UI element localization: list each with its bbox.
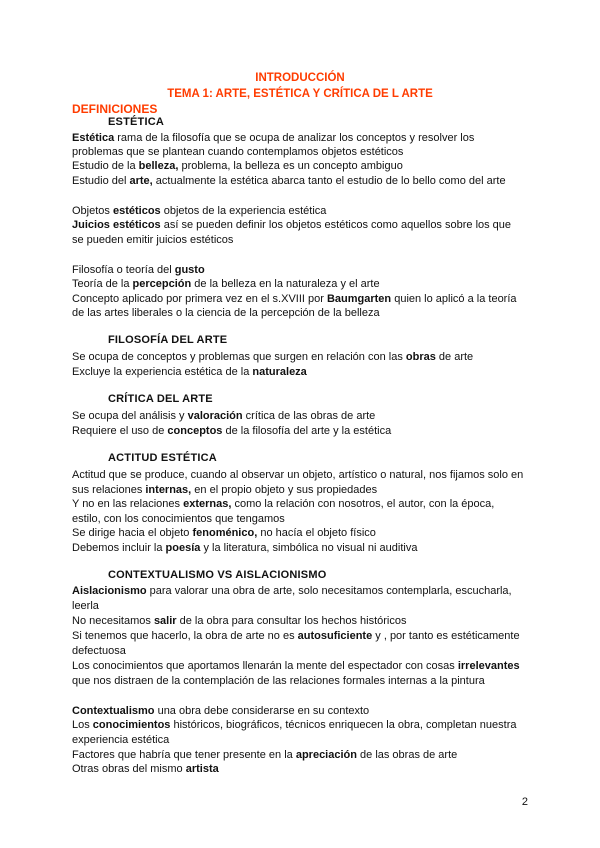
text-line [72, 306, 380, 320]
bold-term: salir [153, 615, 177, 627]
text-run: de la belleza en la naturaleza y el arte [191, 278, 380, 290]
text-line [72, 277, 380, 291]
text-line [72, 526, 376, 540]
text-line [72, 174, 506, 188]
text-line [72, 644, 126, 658]
text-run: problemas que se plantean cuando contemplamos objetos estéticos [72, 146, 404, 158]
section-estetica: ESTÉTICA [108, 116, 164, 128]
bold-term: Juicios estéticos [72, 219, 161, 231]
section-contextualismo: CONTEXTUALISMO VS AISLACIONISMO [108, 569, 327, 581]
text-line [72, 541, 417, 555]
text-line [72, 497, 494, 511]
text-line [72, 674, 485, 688]
text-run: que nos distraen de la contemplación de las relaciones formales internas a la pintura [72, 675, 485, 687]
text-run: Concepto aplicado por primera vez en el s.XVIII por [72, 293, 327, 305]
text-line [72, 263, 205, 277]
text-line [72, 748, 457, 762]
text-run: Teoría de la [72, 278, 133, 290]
bold-term: Contextualismo [72, 705, 155, 717]
text-line [72, 365, 307, 379]
text-run: objetos de la experiencia estética [160, 205, 327, 217]
text-line [72, 629, 520, 643]
text-run: no hacía el objeto físico [257, 527, 376, 539]
text-run: Se ocupa de conceptos y problemas que surgen en relación con las [72, 351, 406, 363]
text-run: Requiere el uso de [72, 425, 168, 437]
text-run: Se dirige hacia el objeto [72, 527, 193, 539]
text-run: defectuosa [72, 645, 126, 657]
text-line [72, 131, 474, 145]
text-line [72, 659, 520, 673]
text-run: de arte [435, 351, 474, 363]
text-run: leerla [72, 600, 99, 612]
text-line [72, 233, 233, 247]
tema-heading: TEMA 1: ARTE, ESTÉTICA Y CRÍTICA DE L ARTE [167, 88, 433, 100]
bold-term: belleza, [138, 160, 179, 172]
text-run: de la filosofía del arte y la estética [222, 425, 392, 437]
text-line [72, 704, 369, 718]
text-run: Si tenemos que hacerlo, la obra de arte no es [72, 630, 298, 642]
text-run: estilo, con los conocimientos que tengamos [72, 513, 285, 525]
bold-term: arte, [129, 175, 153, 187]
text-run: y , por tanto es estéticamente [372, 630, 520, 642]
text-run: Actitud que se produce, cuando al observar un objeto, artístico o natural, nos fijamos solo en [72, 469, 524, 481]
text-run: Objetos [72, 205, 113, 217]
bold-term: apreciación [295, 749, 357, 761]
section-critica: CRÍTICA DEL ARTE [108, 393, 213, 405]
page-number: 2 [521, 796, 528, 808]
bold-term: conocimientos [92, 719, 171, 731]
section-filosofia: FILOSOFÍA DEL ARTE [108, 334, 228, 346]
text-run: crítica de las obras de arte [242, 410, 376, 422]
text-run: de la obra para consultar los hechos históricos [176, 615, 407, 627]
bold-term: irrelevantes [457, 660, 520, 672]
text-line [72, 762, 219, 776]
text-run: Debemos incluir la [72, 542, 166, 554]
text-run: Filosofía o teoría del [72, 264, 175, 276]
text-run: experiencia estética [72, 734, 170, 746]
bold-term: Estética [72, 132, 115, 144]
text-run: así se pueden definir los objetos estéticos como aquellos sobre los que [160, 219, 512, 231]
bold-term: conceptos [167, 425, 223, 437]
text-line [72, 218, 511, 232]
text-run: quien lo aplicó a la teoría [391, 293, 517, 305]
text-run: Excluye la experiencia estética de la [72, 366, 253, 378]
text-run: Otras obras del mismo [72, 763, 186, 775]
text-run: Factores que habría que tener presente en la [72, 749, 296, 761]
text-line [72, 468, 523, 482]
text-line [72, 292, 517, 306]
text-run: de las artes liberales o la ciencia de la percepción de la belleza [72, 307, 380, 319]
text-line [72, 512, 285, 526]
definiciones-heading: DEFINICIONES [72, 102, 158, 116]
text-run: rama de la filosofía que se ocupa de analizar los conceptos y resolver los [114, 132, 475, 144]
text-run: históricos, biográficos, técnicos enriquecen la obra, completan nuestra [170, 719, 517, 731]
bold-term: poesía [165, 542, 201, 554]
text-line [72, 733, 169, 747]
bold-term: Baumgarten [326, 293, 392, 305]
text-run: Estudio de la [72, 160, 139, 172]
text-run: en el propio objeto y sus propiedades [191, 484, 378, 496]
text-run: Se ocupa del análisis y [72, 410, 188, 422]
bold-term: fenoménico, [192, 527, 258, 539]
text-run: de las obras de arte [356, 749, 458, 761]
text-run: problema, la belleza es un concepto ambiguo [178, 160, 403, 172]
bold-term: estéticos [112, 205, 161, 217]
text-line [72, 145, 403, 159]
bold-term: obras [405, 351, 436, 363]
text-run: actualmente la estética abarca tanto el estudio de lo bello como del arte [152, 175, 506, 187]
bold-term: internas, [145, 484, 192, 496]
text-line [72, 718, 517, 732]
text-line [72, 483, 377, 497]
text-run: Los [72, 719, 93, 731]
text-run: sus relaciones [72, 484, 146, 496]
text-line [72, 350, 473, 364]
text-run: una obra debe considerarse en su contexto [154, 705, 370, 717]
bold-term: Aislacionismo [72, 585, 147, 597]
text-line [72, 584, 512, 598]
text-run: como la relación con nosotros, el autor, con la época, [231, 498, 495, 510]
text-line [72, 204, 326, 218]
text-line [72, 599, 99, 613]
bold-term: autosuficiente [297, 630, 373, 642]
bold-term: naturaleza [252, 366, 307, 378]
bold-term: percepción [132, 278, 192, 290]
text-run: se pueden emitir juicios estéticos [72, 234, 234, 246]
text-line [72, 409, 375, 423]
text-run: para valorar una obra de arte, solo necesitamos contemplarla, escucharla, [146, 585, 512, 597]
bold-term: artista [185, 763, 219, 775]
text-run: y la literatura, simbólica no visual ni auditiva [200, 542, 418, 554]
intro-heading: INTRODUCCIÓN [255, 72, 345, 84]
text-run: Estudio del [72, 175, 130, 187]
text-line [72, 159, 403, 173]
bold-term: valoración [187, 410, 243, 422]
text-run: Y no en las relaciones [72, 498, 184, 510]
bold-term: gusto [174, 264, 205, 276]
text-run: No necesitamos [72, 615, 154, 627]
text-line [72, 424, 391, 438]
bold-term: externas, [183, 498, 232, 510]
text-line [72, 614, 406, 628]
section-actitud: ACTITUD ESTÉTICA [108, 452, 217, 464]
text-run: Los conocimientos que aportamos llenarán la mente del espectador con cosas [72, 660, 458, 672]
